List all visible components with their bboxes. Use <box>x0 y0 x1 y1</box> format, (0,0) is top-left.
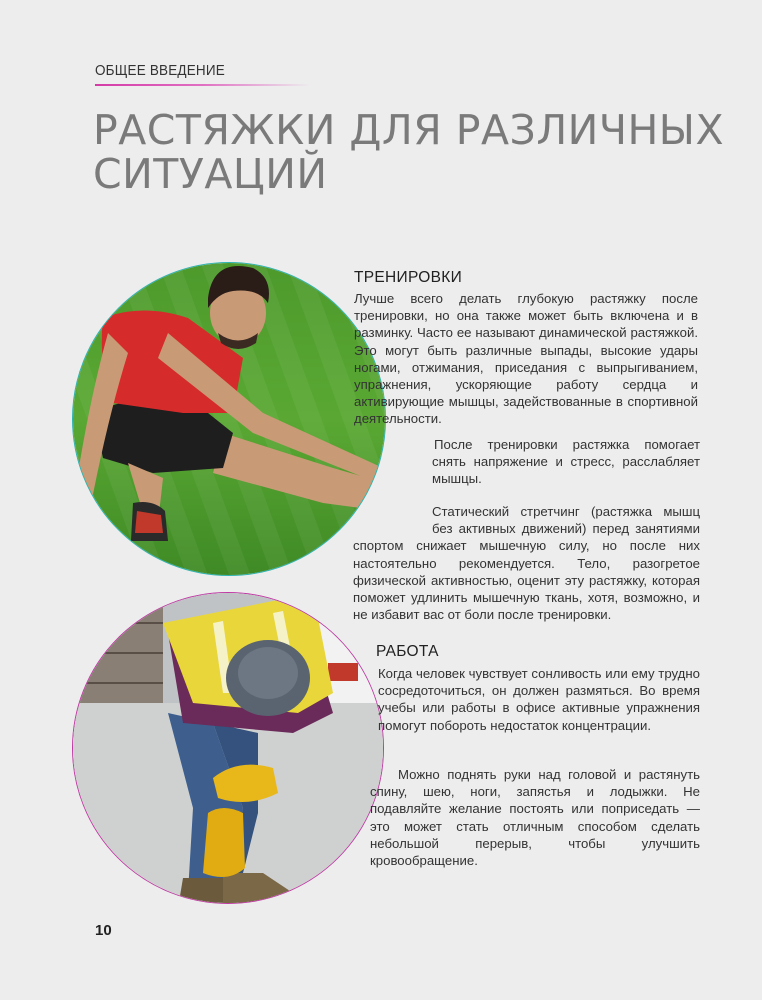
work-paragraph-2: Можно поднять руки над головой и растянуть спину, шею, ноги, запястья и лодыжки. Не подавляйте желание постоять или поприседать — это может стать отличным способом сделать небольшой перерыв, чтобы улучшить кровообращение. <box>370 767 700 869</box>
training-paragraph-2: После тренировки растяжка помогает снять напряжение и стресс, расслабляет мышцы. <box>432 437 700 487</box>
training-paragraph-1: Лучше всего делать глубокую растяжку после тренировки, но она также может быть включена и в разминку. Часто ее называют динамической растяжкой. Это могут быть различные выпады, высокие удары ногами, отжимания, приседания с выпрыгиванием, упражнения, ускоряющие работу сердца и активирующие мышцы, задействованные в спортивной деятельности. <box>354 291 698 427</box>
section-label: ОБЩЕЕ ВВЕДЕНИЕ <box>95 62 225 79</box>
training-paragraph-3: Статический стретчинг (растяжка мышц без активных движений) перед занятиями спортом снижает мышечную силу, но после них настоятельно рекомендуется. Тело, разогретое физической активностью, оценит эту растяжку, которая поможет удлинить мышечную ткань, хотя, возможно, и не избавит вас от боли после тренировки. <box>353 504 700 623</box>
page-number: 10 <box>95 922 112 939</box>
training-heading: ТРЕНИРОВКИ <box>354 269 463 286</box>
athlete-stretch-photo <box>72 262 386 576</box>
worker-stretch-photo <box>72 592 384 904</box>
section-divider <box>95 84 310 86</box>
work-heading: РАБОТА <box>376 643 439 660</box>
page-title: РАСТЯЖКИ ДЛЯ РАЗЛИЧНЫХ СИТУАЦИЙ <box>93 106 725 198</box>
work-paragraph-1: Когда человек чувствует сонливость или ему трудно сосредоточиться, он должен размяться. Во время учебы или работы в офисе активные упражнения помогут побороть недостаток концентрации. <box>378 666 700 733</box>
